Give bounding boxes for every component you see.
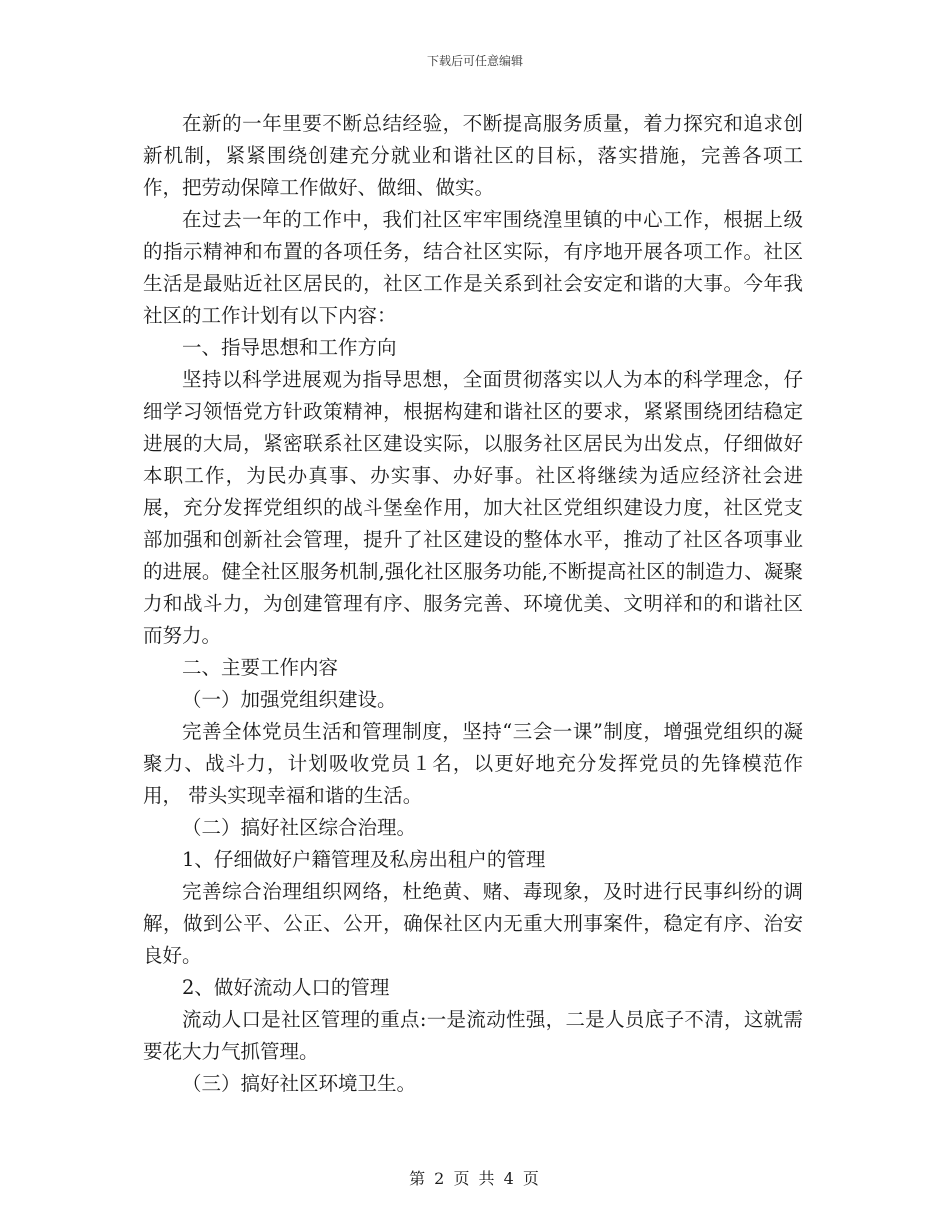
- paragraph-3: 坚持以科学进展观为指导思想，全面贯彻落实以人为本的科学理念，仔细学习领悟党方针政策精神，根据构建和谐社区的要求，紧紧围绕团结稳定进展的大局，紧密联系社区建设实际，以服务社区居民为出发点，仔细做好本职工作，为民办真事、办实事、办好事。社区将继续为适应经济社会进展，充分发挥党组织的战斗堡垒作用，加大社区党组织建设力度，社区党支部加强和创新社会管理，提升了社区建设的整体水平，推动了社区各项事业的进展。健全社区服务机制,强化社区服务功能,不断提高社区的制造力、凝聚力和战斗力，为创建管理有序、服务完善、环境优美、文明祥和的和谐社区而努力。: [143, 368, 803, 647]
- paragraph-1: 在新的一年里要不断总结经验，不断提高服务质量，着力探究和追求创新机制，紧紧围绕创建充分就业和谐社区的目标，落实措施，完善各项工作，把劳动保障工作做好、做细、做实。: [143, 112, 803, 199]
- subsection-heading-1: （一）加强党组织建设。: [182, 688, 397, 711]
- paragraph-6: 流动人口是社区管理的重点:一是流动性强，二是人员底子不清，这就需要花大力气抓管理。: [143, 1008, 803, 1063]
- subsection-heading-3: （三）搞好社区环境卫生。: [182, 1072, 417, 1095]
- page-header: 下载后可任意编辑: [426, 54, 523, 68]
- section-heading-1: 一、指导思想和工作方向: [182, 336, 397, 359]
- document-body: [143, 108, 803, 1100]
- paragraph-5: 完善综合治理组织网络，杜绝黄、赌、毒现象，及时进行民事纠纷的调解，做到公平、公正、公开，确保社区内无重大刑事案件，稳定有序、治安良好。: [143, 880, 803, 967]
- page-footer: 第 2 页 共 4 页: [409, 1169, 541, 1188]
- paragraph-4: 完善全体党员生活和管理制度，坚持“三会一课”制度，增强党组织的凝聚力、战斗力，计划吸收党员１名，以更好地充分发挥党员的先锋模范作用， 带头实现幸福和谐的生活。: [143, 720, 803, 807]
- paragraph-2: 在过去一年的工作中，我们社区牢牢围绕湟里镇的中心工作，根据上级的指示精神和布置的各项任务，结合社区实际，有序地开展各项工作。社区生活是最贴近社区居民的，社区工作是关系到社会安定和谐的大事。今年我社区的工作计划有以下内容：: [143, 208, 803, 327]
- section-heading-2: 二、主要工作内容: [182, 656, 339, 679]
- item-heading-1: 1、仔细做好户籍管理及私房出租户的管理: [182, 848, 546, 871]
- item-heading-2: 2、做好流动人口的管理: [182, 976, 390, 999]
- subsection-heading-2: （二）搞好社区综合治理。: [182, 816, 417, 839]
